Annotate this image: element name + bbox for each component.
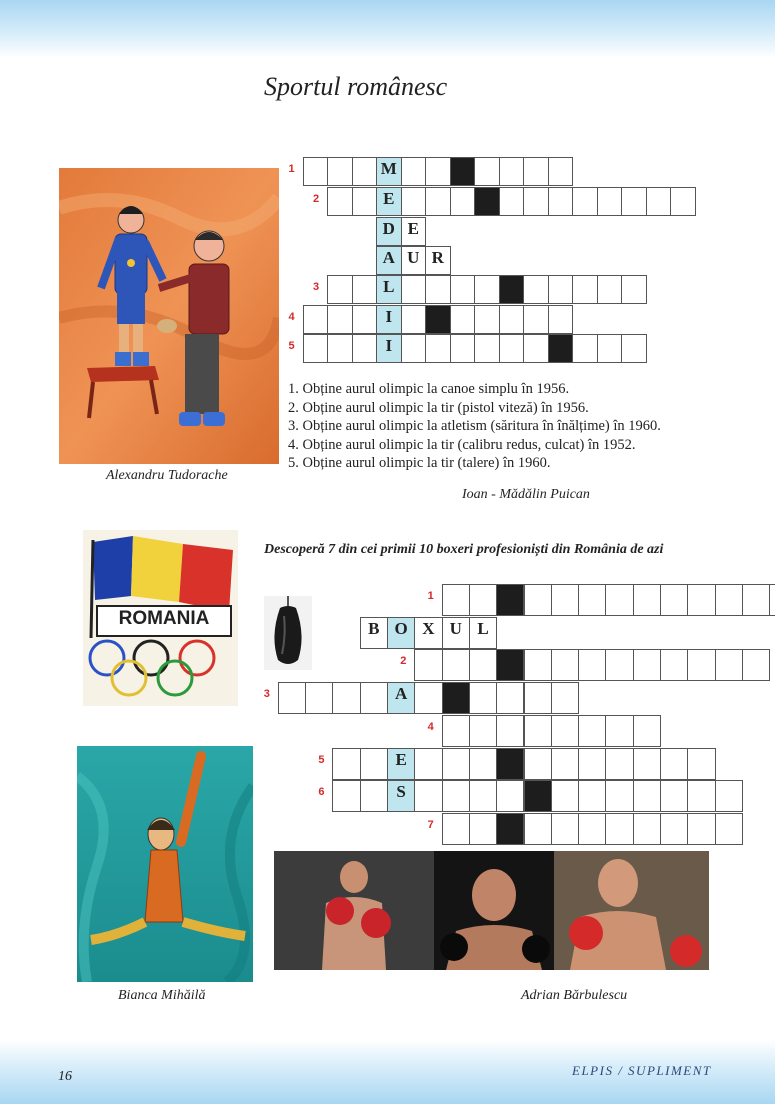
cw2-cell[interactable] xyxy=(469,813,497,845)
cw1-cell[interactable] xyxy=(425,334,451,363)
cw2-cell[interactable] xyxy=(360,682,388,714)
cw2-cell-letter: X xyxy=(422,619,435,638)
caption-drawing3: Bianca Mihăilă xyxy=(118,988,206,1003)
cw1-cell[interactable] xyxy=(474,305,500,334)
cw2-cell[interactable] xyxy=(524,682,552,714)
cw1-cell[interactable] xyxy=(597,334,623,363)
cw2-cell[interactable] xyxy=(715,813,743,845)
cw1-key-cell[interactable] xyxy=(376,305,402,334)
cw2-cell[interactable] xyxy=(578,715,606,747)
cw2-cell[interactable] xyxy=(332,682,360,714)
cw2-cell[interactable] xyxy=(469,584,497,616)
cw1-cell[interactable] xyxy=(499,187,525,216)
cw2-black-cell xyxy=(442,682,470,714)
cw1-cell[interactable] xyxy=(450,334,476,363)
cw2-cell[interactable] xyxy=(578,813,606,845)
cw2-cell[interactable] xyxy=(524,748,552,780)
cw1-cell[interactable] xyxy=(352,275,378,304)
cw2-cell[interactable] xyxy=(715,584,743,616)
cw1-row-number: 5 xyxy=(288,340,295,352)
cw1-cell[interactable] xyxy=(327,305,353,334)
cw1-cell[interactable] xyxy=(401,217,427,246)
cw2-cell[interactable] xyxy=(414,617,442,649)
cw1-cell[interactable] xyxy=(548,187,574,216)
cw1-cell[interactable] xyxy=(327,275,353,304)
cw2-cell[interactable] xyxy=(578,780,606,812)
cw2-cell[interactable] xyxy=(687,748,715,780)
cw2-cell[interactable] xyxy=(742,584,770,616)
cw2-cell[interactable] xyxy=(469,780,497,812)
cw2-cell[interactable] xyxy=(524,715,552,747)
cw1-key-cell[interactable] xyxy=(376,334,402,363)
crossword2-heading: Descoperă 7 din cei primii 10 boxeri profesioniști din România de azi xyxy=(264,542,664,557)
cw1-cell[interactable] xyxy=(621,334,647,363)
cw2-cell[interactable] xyxy=(305,682,333,714)
cw1-cell[interactable] xyxy=(474,334,500,363)
cw1-cell[interactable] xyxy=(548,305,574,334)
cw2-cell[interactable] xyxy=(551,780,579,812)
cw2-cell[interactable] xyxy=(496,780,524,812)
cw2-cell[interactable] xyxy=(660,780,688,812)
clue-item: 1. Obține aurul olimpic la canoe simplu în 1956. xyxy=(288,381,570,397)
cw1-cell[interactable] xyxy=(670,187,696,216)
cw1-cell-letter: U xyxy=(407,248,420,267)
cw2-cell[interactable] xyxy=(633,649,661,681)
cw1-cell[interactable] xyxy=(597,275,623,304)
flag-text: ROMANIA xyxy=(118,608,210,629)
cw1-cell[interactable] xyxy=(523,157,549,186)
cw1-cell-letter: D xyxy=(382,219,395,238)
cw1-cell[interactable] xyxy=(425,157,451,186)
cw2-cell[interactable] xyxy=(687,649,715,681)
cw1-cell[interactable] xyxy=(572,275,598,304)
cw2-cell-letter: U xyxy=(449,619,462,638)
cw2-key-cell[interactable] xyxy=(387,780,415,812)
cw1-cell[interactable] xyxy=(425,246,451,275)
cw2-cell[interactable] xyxy=(442,813,470,845)
clue-item: 2. Obține aurul olimpic la tir (pistol viteză) în 1956. xyxy=(288,399,589,416)
cw1-cell[interactable] xyxy=(548,157,574,186)
cw1-cell[interactable] xyxy=(523,187,549,216)
cw2-key-cell[interactable] xyxy=(387,748,415,780)
cw1-cell[interactable] xyxy=(352,334,378,363)
cw2-row-number: 1 xyxy=(427,590,434,602)
cw2-cell[interactable] xyxy=(687,584,715,616)
cw2-cell[interactable] xyxy=(742,649,770,681)
cw2-cell[interactable] xyxy=(414,748,442,780)
cw2-cell[interactable] xyxy=(633,780,661,812)
cw1-cell[interactable] xyxy=(548,275,574,304)
cw2-cell[interactable] xyxy=(633,813,661,845)
cw2-cell[interactable] xyxy=(578,748,606,780)
cw1-cell[interactable] xyxy=(523,334,549,363)
cw2-black-cell xyxy=(524,780,552,812)
cw1-key-cell[interactable] xyxy=(376,157,402,186)
header-band xyxy=(0,0,775,58)
cw2-row-number: 2 xyxy=(400,655,407,667)
cw2-cell[interactable] xyxy=(633,748,661,780)
cw1-black-cell xyxy=(499,275,525,304)
cw2-cell[interactable] xyxy=(605,748,633,780)
cw2-cell-letter: O xyxy=(394,619,408,638)
cw2-row-number: 6 xyxy=(318,786,325,798)
cw2-black-cell xyxy=(496,649,524,681)
cw2-cell[interactable] xyxy=(414,682,442,714)
cw2-black-cell xyxy=(496,584,524,616)
cw2-cell[interactable] xyxy=(332,748,360,780)
drawing-medal-ceremony xyxy=(59,168,279,464)
cw2-cell[interactable] xyxy=(442,649,470,681)
drawing-gymnast xyxy=(77,746,253,982)
cw2-cell[interactable] xyxy=(605,584,633,616)
cw1-cell[interactable] xyxy=(401,334,427,363)
cw1-cell[interactable] xyxy=(303,157,329,186)
cw2-cell-letter: A xyxy=(395,684,408,703)
cw2-cell-letter: L xyxy=(477,619,489,638)
publication-name: ELPIS / SUPLIMENT xyxy=(572,1063,712,1078)
cw1-cell[interactable] xyxy=(621,275,647,304)
cw1-cell[interactable] xyxy=(499,305,525,334)
cw1-cell[interactable] xyxy=(425,187,451,216)
punching-bag-icon xyxy=(264,596,312,670)
cw1-cell-letter: I xyxy=(385,336,393,355)
cw2-cell[interactable] xyxy=(578,649,606,681)
cw1-cell[interactable] xyxy=(499,334,525,363)
cw1-cell[interactable] xyxy=(523,275,549,304)
cw2-cell[interactable] xyxy=(496,715,524,747)
cw2-cell[interactable] xyxy=(605,780,633,812)
page-number: 16 xyxy=(58,1069,72,1084)
cw1-key-cell[interactable] xyxy=(376,275,402,304)
cw2-cell[interactable] xyxy=(469,715,497,747)
cw2-cell[interactable] xyxy=(605,715,633,747)
cw1-cell[interactable] xyxy=(352,187,378,216)
cw2-cell[interactable] xyxy=(633,584,661,616)
cw2-cell[interactable] xyxy=(524,649,552,681)
cw2-black-cell xyxy=(496,813,524,845)
cw1-cell[interactable] xyxy=(474,275,500,304)
clue-list xyxy=(288,380,661,473)
cw2-cell[interactable] xyxy=(769,584,775,616)
cw1-cell[interactable] xyxy=(303,305,329,334)
cw1-cell-letter: E xyxy=(383,189,395,208)
caption-drawing1: Alexandru Tudorache xyxy=(106,468,228,483)
cw2-cell[interactable] xyxy=(469,748,497,780)
cw1-cell[interactable] xyxy=(425,275,451,304)
cw2-row-number: 5 xyxy=(318,754,325,766)
cw2-cell[interactable] xyxy=(360,748,388,780)
cw1-cell[interactable] xyxy=(401,305,427,334)
cw1-cell[interactable] xyxy=(572,334,598,363)
cw2-cell[interactable] xyxy=(442,584,470,616)
cw2-cell[interactable] xyxy=(687,813,715,845)
cw2-cell[interactable] xyxy=(551,715,579,747)
cw1-row-number: 1 xyxy=(288,163,295,175)
crossword2-author: Adrian Bărbulescu xyxy=(521,988,628,1003)
cw1-black-cell xyxy=(548,334,574,363)
cw1-cell[interactable] xyxy=(401,246,427,275)
cw2-cell[interactable] xyxy=(551,813,579,845)
cw2-cell[interactable] xyxy=(578,584,606,616)
cw1-cell[interactable] xyxy=(450,275,476,304)
cw1-row-number: 2 xyxy=(313,193,320,205)
cw1-cell-letter: I xyxy=(385,307,393,326)
cw2-cell[interactable] xyxy=(660,748,688,780)
cw2-cell[interactable] xyxy=(551,649,579,681)
cw1-cell[interactable] xyxy=(401,275,427,304)
cw2-cell[interactable] xyxy=(605,649,633,681)
cw1-cell[interactable] xyxy=(499,157,525,186)
clue-item: 5. Obține aurul olimpic la tir (talere) în 1960. xyxy=(288,455,551,471)
cw2-cell[interactable] xyxy=(442,617,470,649)
cw1-cell[interactable] xyxy=(621,187,647,216)
cw1-cell-letter: A xyxy=(382,248,395,267)
cw1-cell-letter: E xyxy=(407,219,419,238)
cw2-black-cell xyxy=(496,748,524,780)
cw2-cell[interactable] xyxy=(524,584,552,616)
cw2-cell[interactable] xyxy=(442,715,470,747)
cw1-cell-letter: L xyxy=(383,277,395,296)
boxers-photo-strip xyxy=(274,851,709,970)
cw2-cell[interactable] xyxy=(551,682,579,714)
cw2-cell[interactable] xyxy=(469,682,497,714)
cw2-cell[interactable] xyxy=(278,682,306,714)
cw1-cell[interactable] xyxy=(401,187,427,216)
page-title: Sportul românesc xyxy=(264,72,448,101)
cw1-cell[interactable] xyxy=(401,157,427,186)
cw2-cell[interactable] xyxy=(360,617,388,649)
cw2-cell[interactable] xyxy=(605,813,633,845)
cw2-row-number: 3 xyxy=(263,688,270,700)
cw2-key-cell[interactable] xyxy=(387,617,415,649)
cw2-cell[interactable] xyxy=(551,584,579,616)
cw1-cell[interactable] xyxy=(474,157,500,186)
cw1-key-cell[interactable] xyxy=(376,217,402,246)
cw2-cell[interactable] xyxy=(442,780,470,812)
cw2-row-number: 7 xyxy=(427,819,434,831)
cw1-row-number: 4 xyxy=(288,311,295,323)
cw2-cell[interactable] xyxy=(660,584,688,616)
cw1-key-cell[interactable] xyxy=(376,246,402,275)
cw1-cell[interactable] xyxy=(327,187,353,216)
cw2-cell[interactable] xyxy=(524,813,552,845)
cw2-cell[interactable] xyxy=(414,649,442,681)
cw1-cell[interactable] xyxy=(523,305,549,334)
cw2-row-number: 4 xyxy=(427,721,434,733)
cw1-cell[interactable] xyxy=(352,157,378,186)
cw1-cell[interactable] xyxy=(327,334,353,363)
cw1-black-cell xyxy=(425,305,451,334)
cw2-cell-letter: S xyxy=(396,782,406,801)
cw2-cell[interactable] xyxy=(633,715,661,747)
clue-item: 3. Obține aurul olimpic la atletism (săritura în înălțime) în 1960. xyxy=(288,418,661,434)
cw2-cell[interactable] xyxy=(551,748,579,780)
cw1-key-cell[interactable] xyxy=(376,187,402,216)
cw2-cell[interactable] xyxy=(360,780,388,812)
cw1-cell-letter: M xyxy=(380,159,397,178)
cw1-cell[interactable] xyxy=(572,187,598,216)
cw2-cell[interactable] xyxy=(660,813,688,845)
cw2-cell[interactable] xyxy=(660,649,688,681)
cw2-cell[interactable] xyxy=(469,617,497,649)
cw1-black-cell xyxy=(474,187,500,216)
cw2-cell[interactable] xyxy=(687,780,715,812)
drawing-romania-flag xyxy=(83,530,238,706)
clue-item: 4. Obține aurul olimpic la tir (calibru redus, culcat) în 1952. xyxy=(288,436,636,453)
cw1-cell[interactable] xyxy=(327,157,353,186)
cw2-cell[interactable] xyxy=(332,780,360,812)
cw1-cell[interactable] xyxy=(303,334,329,363)
cw1-cell[interactable] xyxy=(352,305,378,334)
crossword1-author: Ioan - Mădălin Puican xyxy=(462,487,590,502)
cw1-cell[interactable] xyxy=(646,187,672,216)
cw1-cell-letter: R xyxy=(431,248,444,267)
cw1-cell[interactable] xyxy=(597,187,623,216)
cw2-cell-letter: B xyxy=(368,619,380,638)
cw2-cell[interactable] xyxy=(469,649,497,681)
cw2-cell-letter: E xyxy=(395,750,407,769)
cw1-black-cell xyxy=(450,157,476,186)
cw2-cell[interactable] xyxy=(414,780,442,812)
cw2-cell[interactable] xyxy=(496,682,524,714)
cw1-cell[interactable] xyxy=(450,305,476,334)
cw2-cell[interactable] xyxy=(442,748,470,780)
cw2-cell[interactable] xyxy=(715,649,743,681)
cw2-cell[interactable] xyxy=(715,780,743,812)
cw1-row-number: 3 xyxy=(313,281,320,293)
cw2-key-cell[interactable] xyxy=(387,682,415,714)
cw1-cell[interactable] xyxy=(450,187,476,216)
